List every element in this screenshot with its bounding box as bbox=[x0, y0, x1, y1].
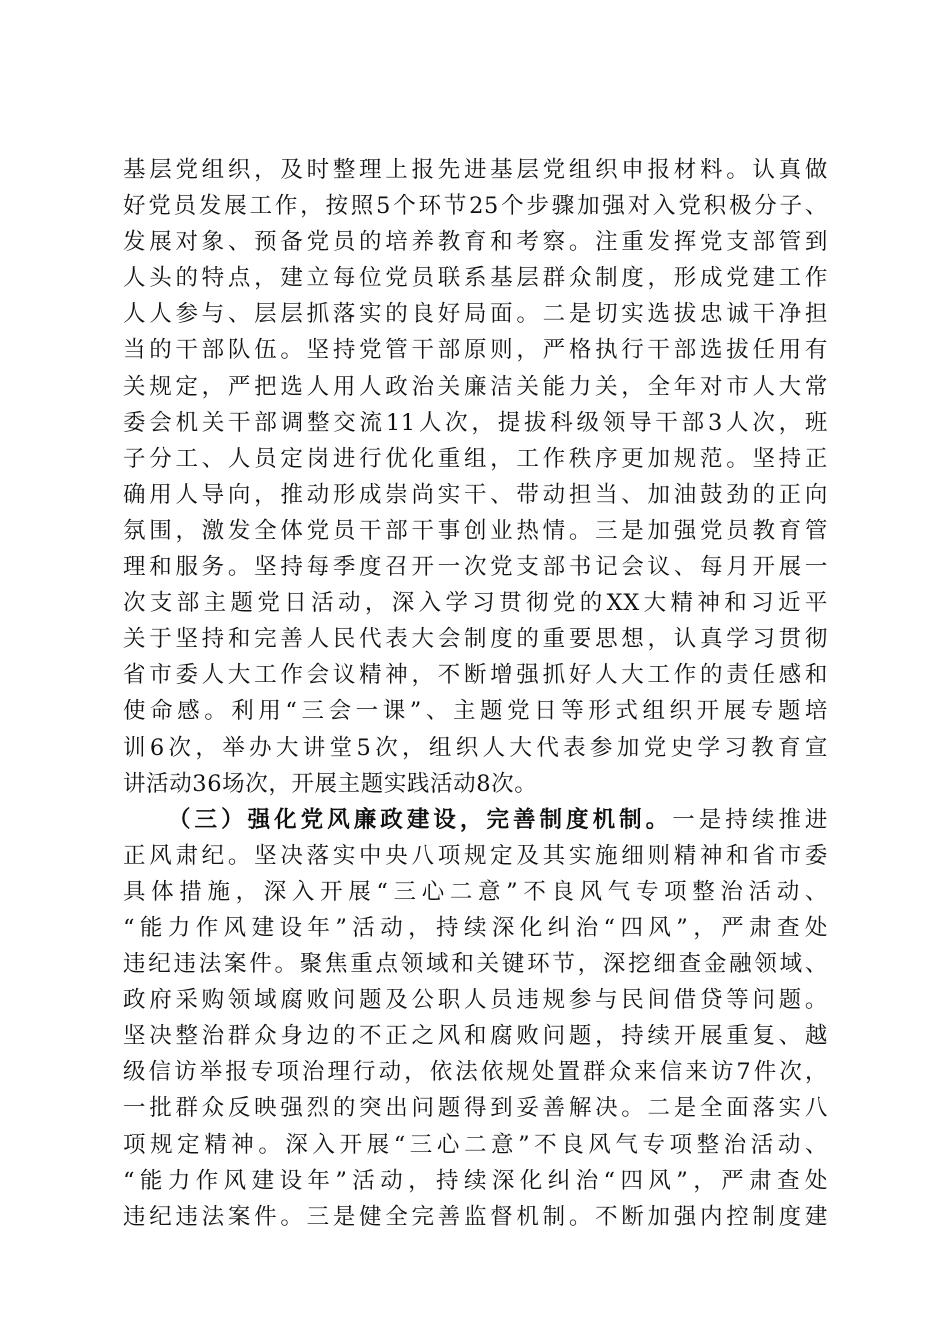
text-line: 关规定，严把选人用人政治关廉洁关能力关，全年对市人大常 bbox=[123, 373, 828, 400]
text-line: 人人参与、层层抓落实的良好局面。二是切实选拔忠诚干净担 bbox=[123, 301, 828, 328]
text-line: 基层党组织，及时整理上报先进基层党组织申报材料。认真做 bbox=[123, 157, 828, 183]
text-line: 级信访举报专项治理行动，依法依规处置群众来信来访7件次， bbox=[123, 1059, 828, 1086]
text-line: 确用人导向，推动形成崇尚实干、带动担当、加油鼓劲的正向 bbox=[123, 481, 828, 508]
text-line: 发展对象、预备党员的培养教育和考察。注重发挥党支部管到 bbox=[123, 229, 828, 256]
text-line: 子分工、人员定岗进行优化重组，工作秩序更加规范。坚持正 bbox=[123, 445, 828, 472]
text-line: 具体措施，深入开展“三心二意”不良风气专项整治活动、 bbox=[123, 878, 828, 905]
body-text bbox=[123, 152, 828, 1235]
text-line: 正风肃纪。坚决落实中央八项规定及其实施细则精神和省市委 bbox=[123, 842, 828, 869]
text-line: 人头的特点，建立每位党员联系基层群众制度，形成党建工作 bbox=[123, 265, 828, 292]
text-line: 讲活动36场次，开展主题实践活动8次。 bbox=[123, 770, 538, 797]
text-line: 关于坚持和完善人民代表大会制度的重要思想，认真学习贯彻 bbox=[123, 626, 828, 653]
text-line: 坚决整治群众身边的不正之风和腐败问题，持续开展重复、越 bbox=[123, 1023, 828, 1050]
paragraph-party-building bbox=[123, 152, 828, 802]
section-first-line bbox=[123, 802, 828, 838]
text-line: 省市委人大工作会议精神，不断增强抓好人大工作的责任感和 bbox=[123, 662, 828, 689]
text-line: 使命感。利用“三会一课”、主题党日等形式组织开展专题培 bbox=[123, 698, 828, 725]
text-line: 违纪违法案件。聚焦重点领域和关键环节，深挖细查金融领域、 bbox=[123, 951, 828, 978]
text-line: “能力作风建设年”活动，持续深化纠治“四风”，严肃查处 bbox=[123, 914, 828, 941]
text-line: 违纪违法案件。三是健全完善监督机制。不断加强内控制度建 bbox=[123, 1203, 828, 1230]
text-line: 项规定精神。深入开展“三心二意”不良风气专项整治活动、 bbox=[123, 1131, 828, 1158]
text-line: 政府采购领域腐败问题及公职人员违规参与民间借贷等问题。 bbox=[123, 987, 828, 1014]
text-line: 好党员发展工作，按照5个环节25个步骤加强对入党积极分子、 bbox=[123, 193, 828, 220]
text-line: 氛围，激发全体党员干部干事创业热情。三是加强党员教育管 bbox=[123, 517, 828, 544]
text-line: 次支部主题党日活动，深入学习贯彻党的XX大精神和习近平 bbox=[123, 590, 828, 617]
text-line: 理和服务。坚持每季度召开一次党支部书记会议、每月开展一 bbox=[123, 554, 828, 581]
text-line: “能力作风建设年”活动，持续深化纠治“四风”，严肃查处 bbox=[123, 1167, 828, 1194]
text-line: 当的干部队伍。坚持党管干部原则，严格执行干部选拔任用有 bbox=[123, 337, 828, 364]
section-heading: （三）强化党风廉政建设，完善制度机制。 bbox=[168, 806, 673, 833]
text-line: 一批群众反映强烈的突出问题得到妥善解决。二是全面落实八 bbox=[123, 1095, 828, 1122]
paragraph-integrity bbox=[123, 802, 828, 1235]
text-run: 一是持续推进 bbox=[672, 806, 828, 833]
text-line: 委会机关干部调整交流11人次，提拔科级领导干部3人次，班 bbox=[123, 409, 828, 436]
text-line: 训6次，举办大讲堂5次，组织人大代表参加党史学习教育宣 bbox=[123, 734, 828, 761]
